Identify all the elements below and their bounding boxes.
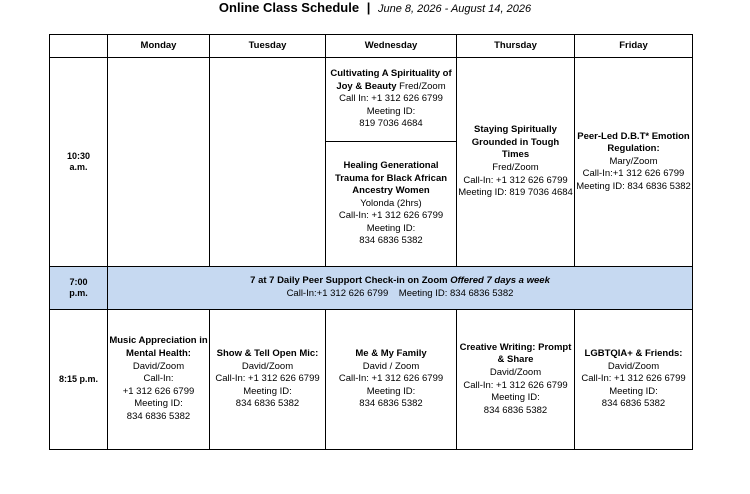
meeting-label: Meeting ID:: [366, 385, 416, 397]
class-host: Mary/Zoom: [609, 155, 658, 167]
class-music-appreciation: [108, 310, 210, 450]
schedule-header: [0, 0, 750, 18]
day-header-row: [50, 35, 693, 58]
meeting-id: 834 6836 5382: [601, 398, 666, 410]
day-header-thursday: Thursday: [457, 35, 575, 58]
morning-tuesday-empty: [210, 58, 326, 267]
class-creative-writing: [457, 310, 575, 450]
time-night: 8:15 p.m.: [50, 310, 108, 450]
call-in-label: Call-In:: [143, 373, 174, 385]
meeting-id: Meeting ID: 819 7036 4684: [458, 187, 573, 199]
class-title: Me & My Family: [355, 348, 427, 360]
class-title: Music Appreciation in Mental Health:: [109, 335, 208, 360]
class-title: Show & Tell Open Mic:: [216, 348, 319, 360]
daily-checkin-row: [50, 267, 693, 310]
date-range: June 8, 2026 - August 14, 2026: [377, 3, 532, 15]
time-morning: 10:30 a.m.: [50, 58, 108, 267]
call-in: Call-In: +1 312 626 6799: [338, 373, 444, 385]
call-in: Call-In: +1 312 626 6799: [215, 373, 320, 385]
class-lgbtqia-friends: [575, 310, 693, 450]
night-row: [50, 310, 693, 450]
class-host: David/Zoom: [241, 360, 294, 372]
checkin-title: 7 at 7 Daily Peer Support Check-in on Zoom: [250, 275, 451, 287]
meeting-id: 834 6836 5382: [235, 398, 300, 410]
class-host: David/Zoom: [489, 366, 542, 378]
class-title: Staying Spiritually Grounded in Tough Times: [471, 124, 560, 161]
class-host: Fred/Zoom: [396, 80, 446, 92]
morning-wednesday-cell: [326, 58, 457, 267]
call-in: Call-In:+1 312 626 6799: [582, 168, 685, 180]
class-host: David/Zoom: [607, 360, 660, 372]
class-host: Yolonda (2hrs): [360, 197, 422, 209]
class-title: Healing Generational Trauma for Black African Ancestry Women: [334, 159, 448, 197]
class-spirituality-joy: [326, 58, 456, 142]
call-in: +1 312 626 6799: [122, 385, 195, 397]
class-healing-trauma: [326, 142, 456, 266]
call-in: Call-In: +1 312 626 6799: [581, 373, 686, 385]
day-header-friday: Friday: [575, 35, 693, 58]
call-in: Call-In: +1 312 626 6799: [338, 210, 444, 222]
meeting-label: Meeting ID:: [609, 385, 658, 397]
meeting-id: 834 6836 5382: [483, 404, 548, 416]
daily-checkin-banner: [108, 267, 693, 310]
class-staying-grounded: [457, 58, 575, 267]
time-evening: 7:00 p.m.: [50, 267, 108, 310]
morning-monday-empty: [108, 58, 210, 267]
meeting-label: Meeting ID:: [243, 385, 292, 397]
class-dbt-emotion: [575, 58, 693, 267]
morning-row: [50, 58, 693, 267]
page-title: Online Class Schedule: [218, 0, 360, 15]
meeting-label: Meeting ID:: [491, 392, 540, 404]
day-header-tuesday: Tuesday: [210, 35, 326, 58]
day-header-monday: Monday: [108, 35, 210, 58]
checkin-callin: Call-In:+1 312 626 6799 Meeting ID: 834 6836 5382: [286, 288, 514, 299]
schedule-table: [49, 34, 693, 450]
class-me-my-family: [326, 310, 457, 450]
meeting-id: 834 6836 5382: [126, 410, 191, 422]
day-header-wednesday: Wednesday: [326, 35, 457, 58]
class-host: David / Zoom: [362, 360, 420, 372]
call-in: Call-In: +1 312 626 6799: [463, 174, 568, 186]
corner-cell: [50, 35, 108, 58]
title-separator: |: [366, 0, 371, 15]
class-title: Cultivating A Spirituality of Joy & Beauty: [330, 68, 452, 92]
meeting-id: 819 7036 4684: [359, 118, 423, 130]
meeting-label: Meeting ID:: [366, 222, 416, 234]
meeting-id: Meeting ID: 834 6836 5382: [576, 180, 691, 192]
meeting-label: Meeting ID:: [366, 105, 416, 117]
call-in: Call In: +1 312 626 6799: [339, 93, 443, 105]
class-host: Fred/Zoom: [492, 162, 539, 173]
checkin-frequency: Offered 7 days a week: [450, 275, 550, 287]
class-title: LGBTQIA+ & Friends:: [584, 348, 683, 360]
class-show-tell: [210, 310, 326, 450]
meeting-id: 834 6836 5382: [359, 235, 423, 247]
meeting-label: Meeting ID:: [134, 398, 183, 410]
class-title: Peer-Led D.B.T* Emotion Regulation:: [577, 130, 690, 155]
class-host: David/Zoom: [132, 360, 185, 372]
meeting-id: 834 6836 5382: [359, 398, 423, 410]
class-title: Creative Writing: Prompt & Share: [459, 341, 572, 366]
call-in: Call-In: +1 312 626 6799: [463, 379, 568, 391]
